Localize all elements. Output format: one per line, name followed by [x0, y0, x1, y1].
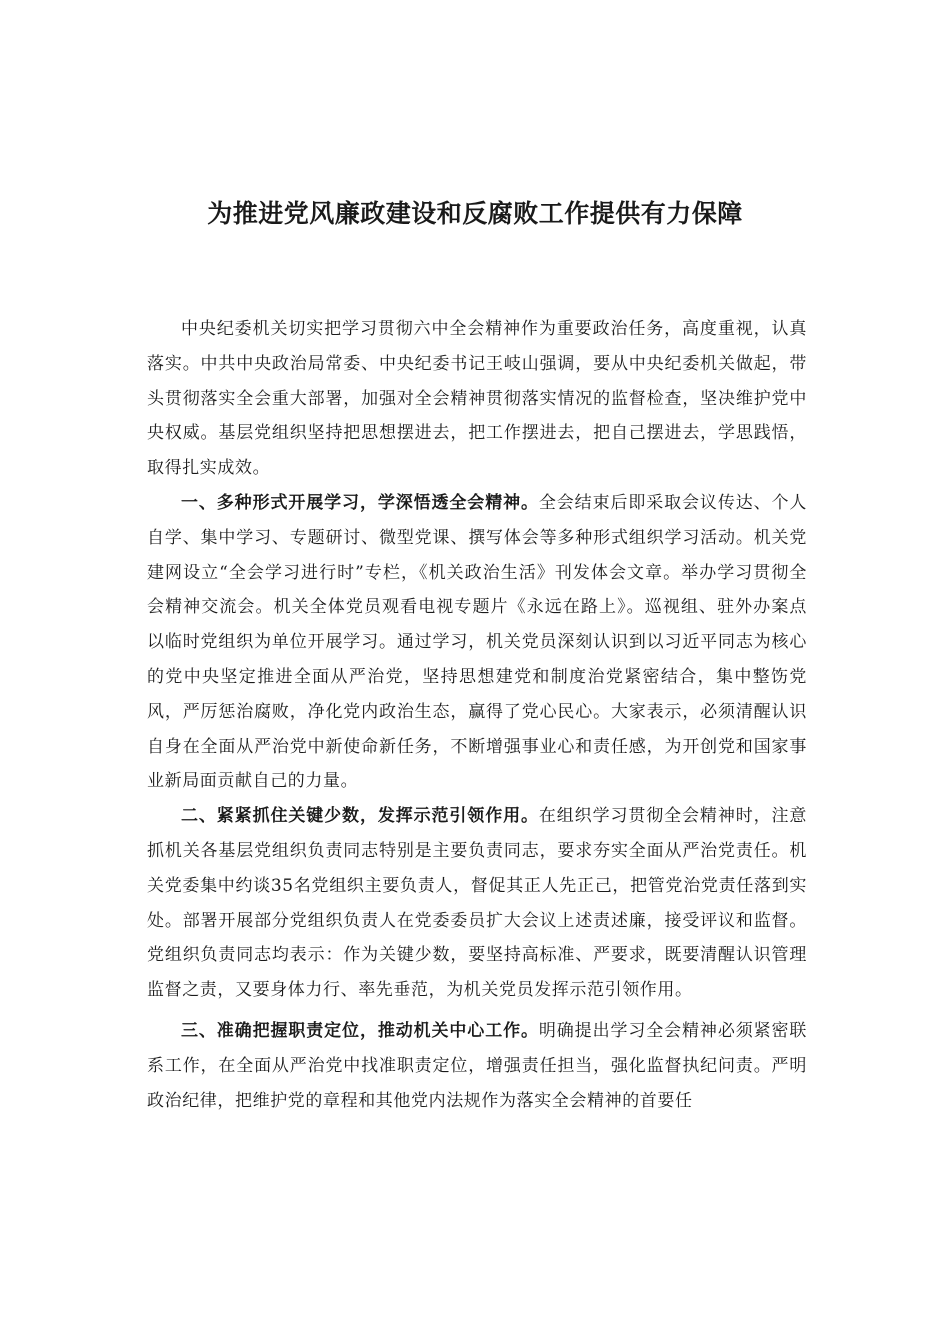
- section-2-text: 在组织学习贯彻全会精神时，注意抓机关各基层党组织负责同志特别是主要负责同志，要求夯实全面从严治党责任。机关党委集中约谈35名党组织主要负责人，督促其正人先正己，把管党治党责任落到实处。部署开展部分党组织负责人在党委委员扩大会议上述责述廉，接受评议和监督。党组织负责同志均表示：作为关键少数，要坚持高标准、严要求，既要清醒认识管理监督之责，又要身体力行、率先垂范，为机关党员发挥示范引领作用。: [147, 806, 808, 1001]
- paragraph-section-2: [147, 799, 807, 1008]
- section-3-text: 明确提出学习全会精神必须紧密联系工作，在全面从严治党中找准职责定位，增强责任担当，强化监督执纪问责。严明政治纪律，把维护党的章程和其他党内法规作为落实全会精神的首要任: [147, 1020, 808, 1111]
- section-3-heading: 三、准确把握职责定位，推动机关中心工作。: [181, 1020, 539, 1041]
- document-title: 为推进党风廉政建设和反腐败工作提供有力保障: [207, 199, 743, 228]
- section-1-text: 全会结束后即采取会议传达、个人自学、集中学习、专题研讨、微型党课、撰写体会等多种形式组织学习活动。机关党建网设立“全会学习进行时”专栏，《机关政治生活》刊发体会文章。举办学习贯彻全会精神交流会。机关全体党员观看电视专题片《永远在路上》。巡视组、驻外办案点以临时党组织为单位开展学习。通过学习，机关党员深刻认识到以习近平同志为核心的党中央坚定推进全面从严治党，坚持思想建党和制度治党紧密结合，集中整饬党风，严厉惩治腐败，净化党内政治生态，赢得了党心民心。大家表示，必须清醒认识自身在全面从严治党中新使命新任务，不断增强事业心和责任感，为开创党和国家事业新局面贡献自己的力量。: [147, 492, 808, 792]
- section-1-heading: 一、多种形式开展学习，学深悟透全会精神。: [181, 492, 539, 513]
- paragraph-intro: [147, 312, 807, 486]
- paragraph-intro-text: 中央纪委机关切实把学习贯彻六中全会精神作为重要政治任务，高度重视，认真落实。中共中央政治局常委、中央纪委书记王岐山强调，要从中央纪委机关做起，带头贯彻落实全会重大部署，加强对全会精神贯彻落实情况的监督检查，坚决维护党中央权威。基层党组织坚持把思想摆进去，把工作摆进去，把自己摆进去，学思践悟，取得扎实成效。: [147, 319, 807, 479]
- paragraph-section-1: [147, 486, 807, 799]
- paragraph-section-3: [147, 1014, 807, 1118]
- document-body: [147, 312, 807, 1118]
- section-2-heading: 二、紧紧抓住关键少数，发挥示范引领作用。: [181, 806, 539, 827]
